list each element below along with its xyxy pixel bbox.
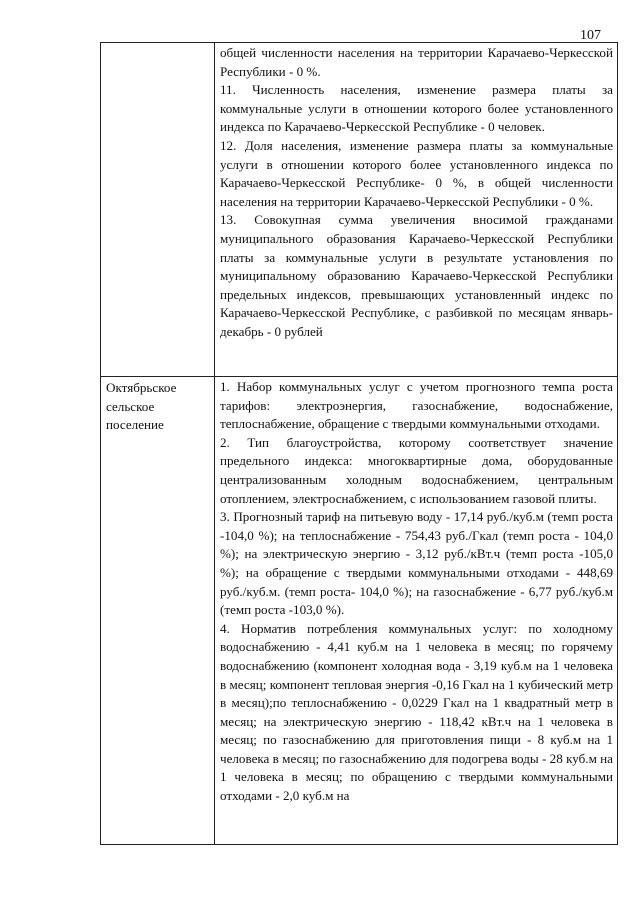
indicator-cell bbox=[215, 377, 618, 845]
table-row bbox=[101, 43, 618, 377]
paragraph: 12. Доля населения, изменение размера платы за коммунальные услуги в отношении которого более установленного индекса по Карачаево-Черкесской Республике- 0 %, в общей численности населения на территории Карачаево-Черкесской Республики - 0 %. bbox=[220, 137, 613, 209]
paragraph: 1. Набор коммунальных услуг с учетом прогнозного темпа роста тарифов: электроэнергия, газоснабжение, водоснабжение, теплоснабжение, обращение с твердыми коммунальными отходами. bbox=[220, 379, 613, 432]
paragraph: общей численности населения на территории Карачаево-Черкесской Республики - 0 %. bbox=[220, 45, 613, 79]
settlement-name-cell bbox=[101, 43, 215, 377]
paragraph: 2. Тип благоустройства, которому соответствует значение предельного индекса: многоквартирные дома, оборудованные централизованным холодным водоснабжением, центральным отоплением, электроснабжением, с использованием газовой плиты. bbox=[220, 434, 613, 506]
paragraph: 3. Прогнозный тариф на питьевую воду - 17,14 руб./куб.м (темп роста -104,0 %); на теплоснабжение - 754,43 руб./Гкал (темп роста - 104,0 %); на электрическую энергию - 3,12 руб./кВт.ч (темп роста -105,0 %); на обращение с твердыми коммунальными отходами - 448,69 руб./куб.м. (темп роста- 104,0 %); на газоснабжение - 6,77 руб./куб.м (темп роста -103,0 %). bbox=[220, 509, 613, 618]
table-row bbox=[101, 377, 618, 845]
paragraph: 11. Численность населения, изменение размера платы за коммунальные услуги в отношении которого более установленного индекса по Карачаево-Черкесской Республике - 0 человек. bbox=[220, 82, 613, 135]
indicator-cell bbox=[215, 43, 618, 377]
settlement-name bbox=[101, 43, 214, 45]
paragraph: 13. Совокупная сумма увеличения вносимой гражданами муниципального образования Карачаево-Черкесской Республики платы за коммунальные услуги в результате установления по муниципальному образованию Карачаево-Черкесской Республики предельных индексов, превышающих установленный индекс по Карачаево-Черкесской Республике, с разбивкой по месяцам январь-декабрь - 0 рублей bbox=[220, 212, 613, 339]
document-table bbox=[100, 42, 618, 845]
page-number: 107 bbox=[580, 28, 601, 43]
settlement-name: Октябрьское сельское поселение bbox=[106, 380, 177, 433]
paragraph: 4. Норматив потребления коммунальных услуг: по холодному водоснабжению - 4,41 куб.м на 1 человека в месяц; по горячему водоснабжению (компонент холодная вода - 3,19 куб.м на 1 человека в месяц; компонент тепловая энергия -0,16 Гкал на 1 кубический метр в месяц);по теплоснабжению - 0,0229 Гкал на 1 квадратный метр в месяц; на электрическую энергию - 118,42 кВт.ч на 1 человека в месяц; по газоснабжению для приготовления пищи - 8 куб.м на 1 человека в месяц; по газоснабжению для подогрева воды - 28 куб.м на 1 человека в месяц; по обращению с твердыми коммунальными отходами - 2,0 куб.м на bbox=[220, 620, 613, 804]
settlement-name-cell bbox=[101, 377, 215, 845]
